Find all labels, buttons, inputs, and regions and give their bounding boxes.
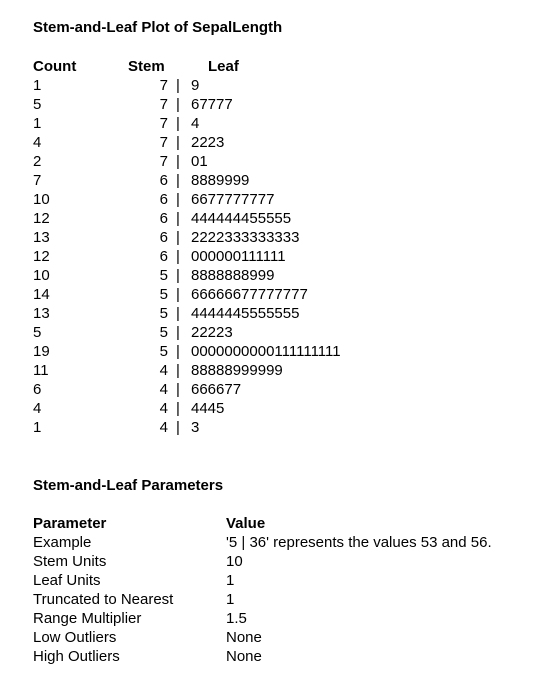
row-separator: |	[176, 134, 180, 151]
row-leaf: 2223	[191, 134, 225, 151]
row-stem: 5	[159, 286, 168, 303]
row-stem: 7	[159, 115, 168, 132]
row-separator: |	[176, 381, 180, 398]
row-count: 2	[33, 153, 42, 170]
row-count: 13	[33, 229, 50, 246]
parameters-title: Stem-and-Leaf Parameters	[33, 477, 224, 494]
row-count: 1	[33, 77, 42, 94]
row-leaf: 2222333333333	[191, 229, 300, 246]
plot-title: Stem-and-Leaf Plot of SepalLength	[33, 19, 283, 36]
row-leaf: 4	[191, 115, 200, 132]
row-leaf: 22223	[191, 324, 233, 341]
row-stem: 5	[159, 343, 168, 360]
row-count: 1	[33, 419, 42, 436]
value-header: Value	[226, 515, 266, 532]
row-leaf: 8888888999	[191, 267, 275, 284]
row-leaf: 01	[191, 153, 208, 170]
row-leaf: 8889999	[191, 172, 250, 189]
row-leaf: 9	[191, 77, 200, 94]
row-leaf: 4444445555555	[191, 305, 300, 322]
row-separator: |	[176, 305, 180, 322]
row-count: 4	[33, 400, 42, 417]
row-separator: |	[176, 229, 180, 246]
parameter-value: 1.5	[226, 610, 247, 627]
row-count: 4	[33, 134, 42, 151]
parameter-value: 1	[226, 591, 235, 608]
row-stem: 7	[159, 153, 168, 170]
row-leaf: 67777	[191, 96, 233, 113]
row-count: 6	[33, 381, 42, 398]
parameter-name: Truncated to Nearest	[33, 591, 174, 608]
row-count: 11	[33, 362, 49, 379]
row-leaf: 0000000000111111111	[191, 343, 341, 360]
row-stem: 6	[159, 248, 168, 265]
leaf-header: Leaf	[208, 58, 239, 75]
parameter-value: None	[226, 629, 262, 646]
row-stem: 5	[159, 324, 168, 341]
count-header: Count	[33, 58, 77, 75]
row-stem: 6	[159, 210, 168, 227]
parameter-name: Leaf Units	[33, 572, 101, 589]
row-separator: |	[176, 77, 180, 94]
row-leaf: 6677777777	[191, 191, 275, 208]
row-count: 5	[33, 324, 42, 341]
parameter-value: '5 | 36' represents the values 53 and 56.	[226, 534, 492, 551]
stem-header: Stem	[128, 58, 165, 75]
row-stem: 4	[159, 381, 168, 398]
row-count: 10	[33, 191, 50, 208]
row-separator: |	[176, 115, 180, 132]
parameter-name: High Outliers	[33, 648, 120, 665]
row-leaf: 88888999999	[191, 362, 283, 379]
row-separator: |	[176, 286, 180, 303]
row-count: 12	[33, 210, 50, 227]
row-stem: 5	[159, 267, 168, 284]
parameter-name: Stem Units	[33, 553, 107, 570]
row-separator: |	[176, 248, 180, 265]
row-stem: 7	[159, 96, 168, 113]
row-stem: 6	[159, 229, 168, 246]
row-leaf: 3	[191, 419, 200, 436]
row-stem: 5	[159, 305, 168, 322]
row-stem: 7	[159, 77, 168, 94]
row-stem: 6	[159, 172, 168, 189]
row-count: 13	[33, 305, 50, 322]
parameter-name: Low Outliers	[33, 629, 117, 646]
row-separator: |	[176, 172, 180, 189]
parameter-name: Example	[33, 534, 92, 551]
row-stem: 4	[159, 419, 168, 436]
row-separator: |	[176, 153, 180, 170]
row-stem: 4	[159, 362, 168, 379]
row-count: 1	[33, 115, 42, 132]
row-stem: 7	[159, 134, 168, 151]
parameter-value: 10	[226, 553, 243, 570]
row-leaf: 4445	[191, 400, 225, 417]
row-separator: |	[176, 324, 180, 341]
parameter-value: 1	[226, 572, 235, 589]
row-stem: 4	[159, 400, 168, 417]
row-separator: |	[176, 362, 180, 379]
row-leaf: 666677	[191, 381, 242, 398]
row-count: 5	[33, 96, 42, 113]
row-count: 12	[33, 248, 50, 265]
row-stem: 6	[159, 191, 168, 208]
parameter-name: Range Multiplier	[33, 610, 142, 627]
row-separator: |	[176, 210, 180, 227]
row-separator: |	[176, 400, 180, 417]
row-separator: |	[176, 267, 180, 284]
row-separator: |	[176, 343, 180, 360]
row-separator: |	[176, 96, 180, 113]
row-count: 7	[33, 172, 42, 189]
row-separator: |	[176, 191, 180, 208]
row-count: 10	[33, 267, 50, 284]
parameter-header: Parameter	[33, 515, 107, 532]
row-leaf: 66666677777777	[191, 286, 308, 303]
row-count: 14	[33, 286, 50, 303]
row-leaf: 000000111111	[191, 248, 286, 265]
row-separator: |	[176, 419, 180, 436]
parameter-value: None	[226, 648, 262, 665]
row-count: 19	[33, 343, 50, 360]
row-leaf: 444444455555	[191, 210, 292, 227]
